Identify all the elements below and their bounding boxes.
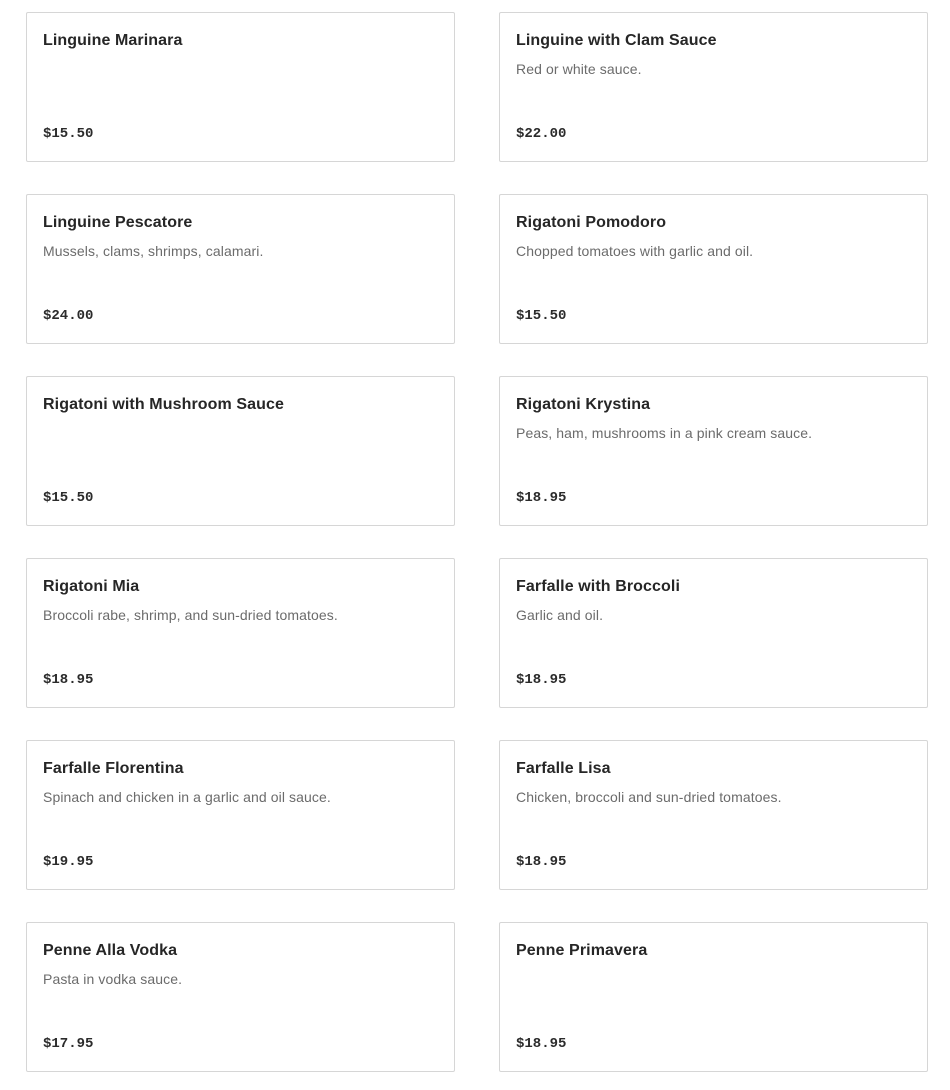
menu-item-card[interactable] xyxy=(26,740,455,890)
menu-item-price: $19.95 xyxy=(43,854,94,870)
menu-item-price: $15.50 xyxy=(516,308,567,324)
menu-item-name: Rigatoni Krystina xyxy=(516,396,651,413)
menu-item-card[interactable] xyxy=(499,376,928,526)
menu-item-name: Rigatoni Mia xyxy=(43,578,140,595)
menu-item-price: $15.50 xyxy=(43,490,94,506)
menu-item-name: Penne Primavera xyxy=(516,942,648,959)
menu-item-card[interactable] xyxy=(26,558,455,708)
menu-item-card[interactable] xyxy=(499,922,928,1072)
menu-item-name: Farfalle Florentina xyxy=(43,760,184,777)
menu-item-description: Mussels, clams, shrimps, calamari. xyxy=(43,243,264,259)
menu-item-price: $17.95 xyxy=(43,1036,94,1052)
menu-item-description: Peas, ham, mushrooms in a pink cream sauce. xyxy=(516,425,813,441)
menu-item-card[interactable] xyxy=(499,740,928,890)
menu-item-price: $18.95 xyxy=(43,672,94,688)
menu-item-card[interactable] xyxy=(26,922,455,1072)
menu-item-price: $18.95 xyxy=(516,854,567,870)
menu-item-name: Linguine with Clam Sauce xyxy=(516,32,717,49)
menu-item-price: $24.00 xyxy=(43,308,94,324)
menu-item-name: Penne Alla Vodka xyxy=(43,942,178,959)
menu-item-price: $18.95 xyxy=(516,1036,567,1052)
menu-item-description: Pasta in vodka sauce. xyxy=(43,971,183,987)
menu-item-description: Garlic and oil. xyxy=(516,607,604,623)
menu-item-card[interactable] xyxy=(499,12,928,162)
menu-item-card[interactable] xyxy=(26,376,455,526)
menu-item-name: Rigatoni with Mushroom Sauce xyxy=(43,396,285,413)
menu-item-name: Rigatoni Pomodoro xyxy=(516,214,667,231)
menu-item-description: Chicken, broccoli and sun-dried tomatoes. xyxy=(516,789,782,805)
menu-item-grid xyxy=(26,12,928,1072)
menu-item-card[interactable] xyxy=(26,12,455,162)
menu-item-card[interactable] xyxy=(26,194,455,344)
menu-item-description: Red or white sauce. xyxy=(516,61,642,77)
menu-item-price: $15.50 xyxy=(43,126,94,142)
menu-item-card[interactable] xyxy=(499,194,928,344)
menu-item-description: Chopped tomatoes with garlic and oil. xyxy=(516,243,754,259)
menu-item-description: Broccoli rabe, shrimp, and sun-dried tomatoes. xyxy=(43,607,338,623)
menu-item-price: $22.00 xyxy=(516,126,567,142)
menu-item-name: Farfalle with Broccoli xyxy=(516,578,681,595)
menu-item-name: Farfalle Lisa xyxy=(516,760,611,777)
menu-item-description: Spinach and chicken in a garlic and oil sauce. xyxy=(43,789,331,805)
menu-item-card[interactable] xyxy=(499,558,928,708)
menu-item-name: Linguine Marinara xyxy=(43,32,183,49)
menu-item-name: Linguine Pescatore xyxy=(43,214,193,231)
menu-item-price: $18.95 xyxy=(516,672,567,688)
menu-item-price: $18.95 xyxy=(516,490,567,506)
